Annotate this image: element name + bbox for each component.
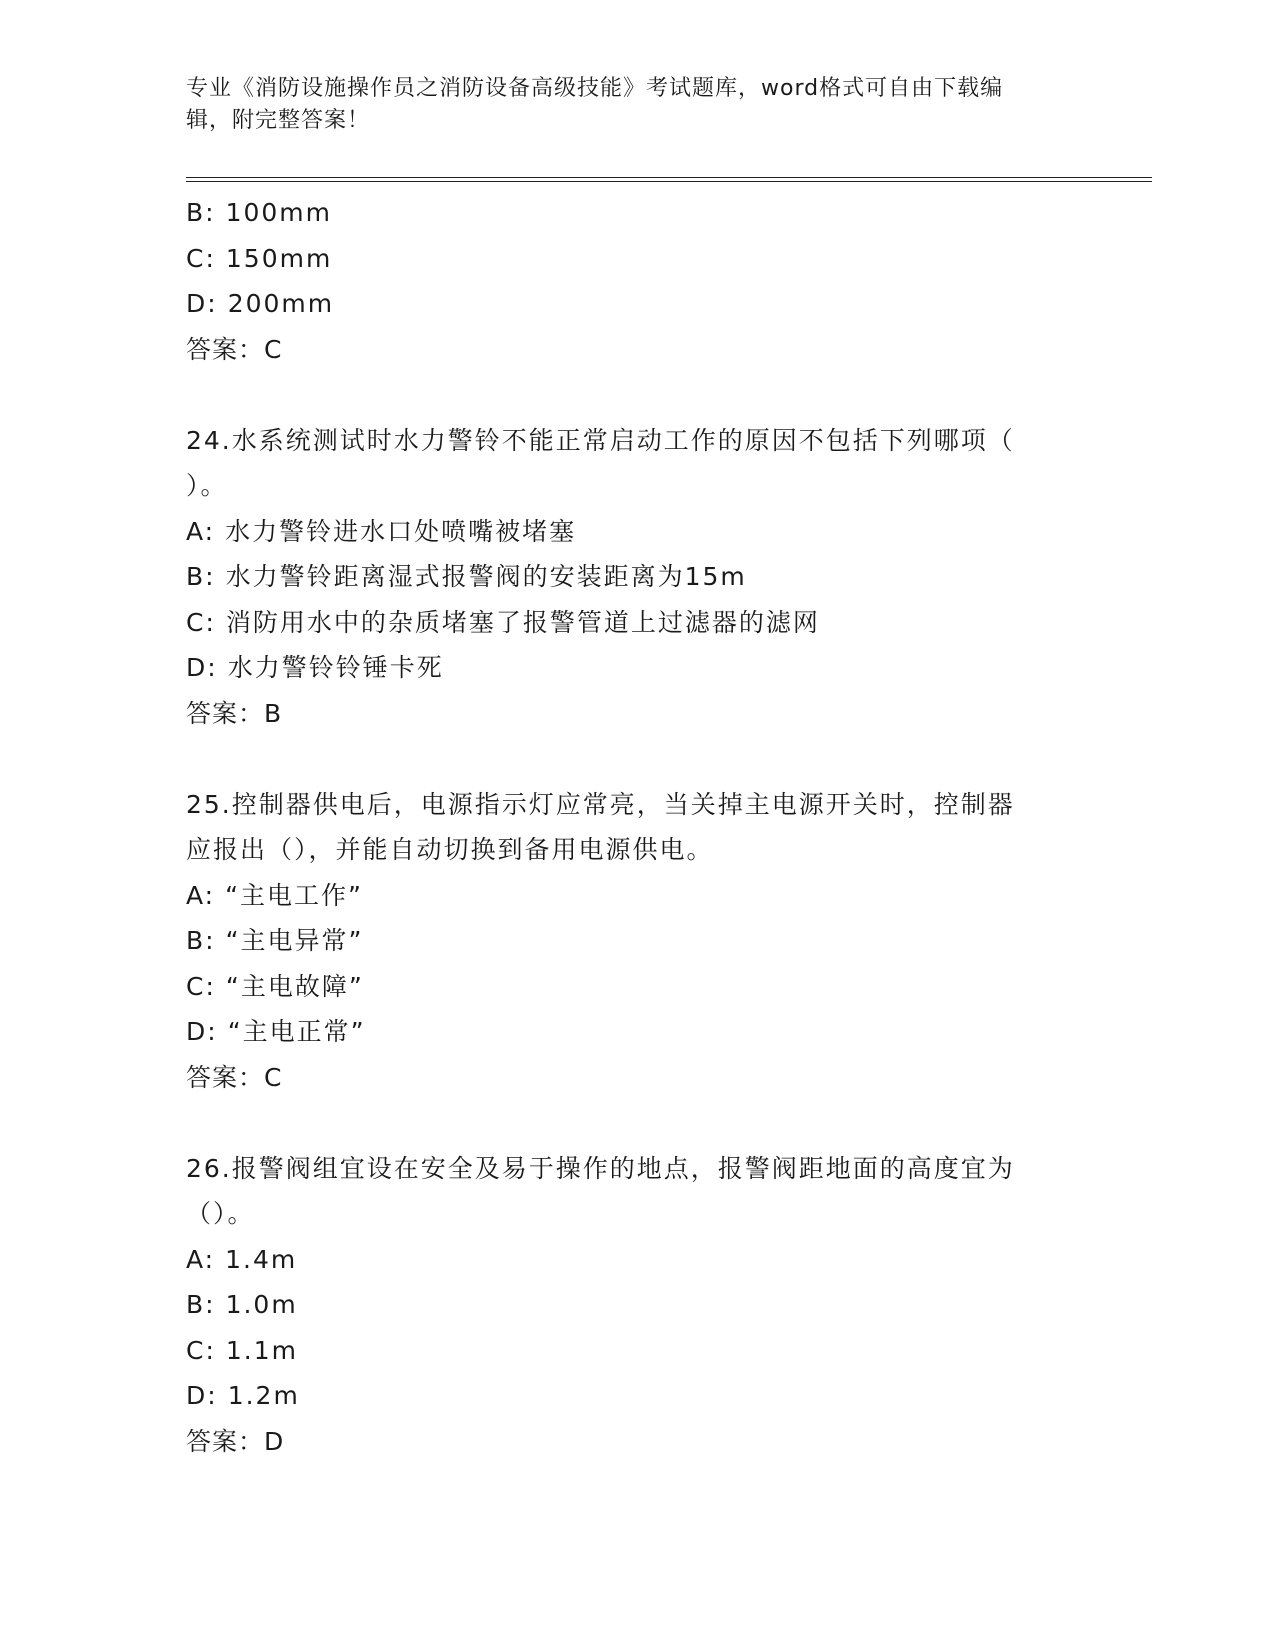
option-b: B: 1.0m [186,1290,298,1319]
header-line-2: 辑，附完整答案！ [186,108,371,133]
question-text-line-1: 24.水系统测试时水力警铃不能正常启动工作的原因不包括下列哪项（ [186,425,1015,455]
option-c: C: 消防用水中的杂质堵塞了报警管道上过滤器的滤网 [186,607,820,637]
question-25 [186,782,1086,1101]
spacer [186,372,1086,418]
answer-line: 答案：C [186,1062,283,1092]
question-text-line-1: 25.控制器供电后，电源指示灯应常亮，当关掉主电源开关时，控制器 [186,789,1015,819]
option-b: B: 100mm [186,198,333,227]
option-d: D: 水力警铃铃锤卡死 [186,653,444,682]
option-a: A: 水力警铃进水口处喷嘴被堵塞 [186,516,577,546]
option-a: A: “主电工作” [186,880,363,910]
question-text-line-2: （）。 [186,1199,255,1228]
question-text-line-2: 应报出（），并能自动切换到备用电源供电。 [186,835,714,864]
answer-line: 答案：C [186,334,283,364]
option-c: C: 150mm [186,243,333,273]
option-d: D: 1.2m [186,1381,300,1410]
answer-line: 答案：D [186,1426,285,1456]
option-a: A: 1.4m [186,1244,298,1274]
question-24 [186,418,1086,737]
header-divider-top [186,177,1152,178]
option-d: D: “主电正常” [186,1017,366,1046]
spacer [186,1100,1086,1146]
option-b: B: “主电异常” [186,926,364,955]
question-text-line-2: ）。 [186,471,228,500]
option-d: D: 200mm [186,289,335,318]
page-header [186,73,1066,137]
option-b: B: 水力警铃距离湿式报警阀的安装距离为15m [186,562,747,591]
header-divider-bottom [186,181,1152,182]
question-list [186,190,1086,1464]
option-c: C: “主电故障” [186,971,364,1001]
spacer [186,736,1086,782]
question-26 [186,1146,1086,1465]
question-text-line-1: 26.报警阀组宜设在安全及易于操作的地点，报警阀距地面的高度宜为 [186,1153,1015,1183]
option-c: C: 1.1m [186,1335,299,1365]
answer-line: 答案：B [186,698,283,728]
question-23-continued [186,190,1086,372]
header-line-1: 专业《消防设施操作员之消防设备高级技能》考试题库，word格式可自由下载编 [186,76,1004,101]
